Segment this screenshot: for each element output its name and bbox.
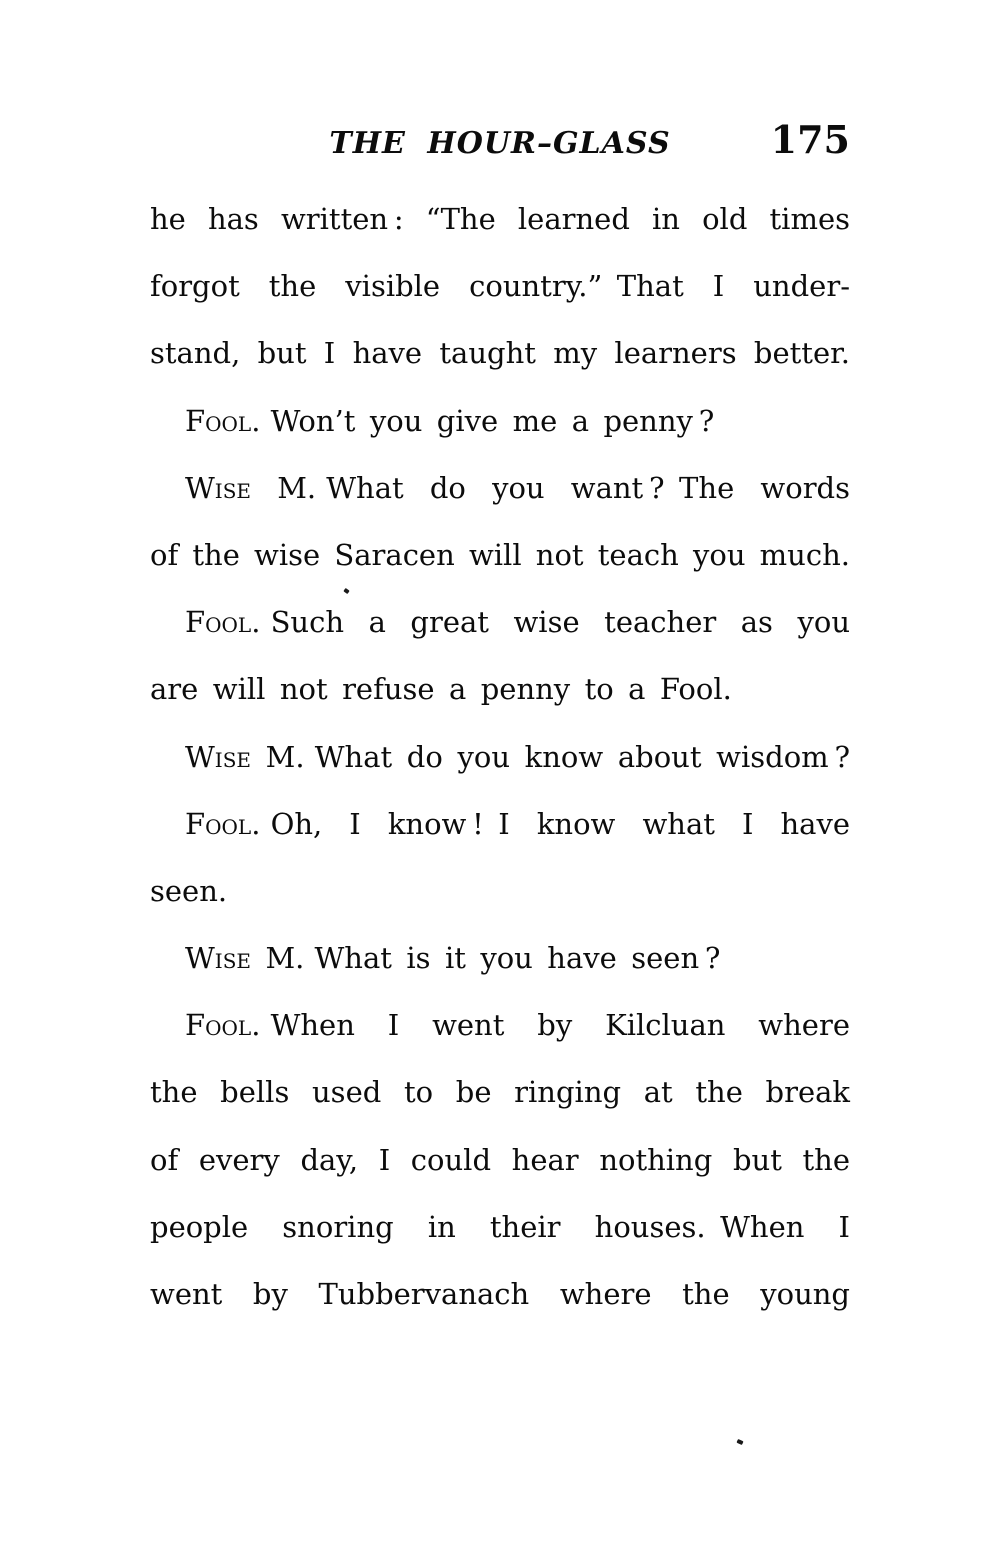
- speaker-name: Wise M.: [185, 739, 305, 774]
- speaker-name: Wise M.: [185, 941, 305, 976]
- text-line: of every day, I could hear nothing but the: [150, 1142, 850, 1177]
- text-line: of the wise Saracen will not teach you much.: [150, 537, 850, 572]
- text-line: Wise M. What is it you have seen ?: [185, 941, 721, 976]
- running-header-title: THE HOUR–GLASS: [329, 126, 671, 161]
- text-line: the bells used to be ringing at the break: [150, 1075, 850, 1110]
- text-line: Fool. Oh, I know ! I know what I have: [185, 806, 850, 841]
- text-line: Fool. Such a great wise teacher as you: [185, 605, 850, 640]
- text-line: stand, but I have taught my learners better.: [150, 336, 850, 371]
- speaker-name: Fool.: [185, 806, 261, 841]
- scan-speck: [736, 1439, 743, 1445]
- speaker-name: Fool.: [185, 605, 261, 640]
- text-line: Wise M. What do you want ? The words: [185, 470, 851, 505]
- text-line: Wise M. What do you know about wisdom ?: [185, 739, 850, 774]
- page-number: 175: [770, 117, 850, 162]
- text-line: he has written : “The learned in old times: [150, 202, 850, 236]
- speaker-name: Fool.: [185, 403, 261, 438]
- text-line: seen.: [150, 873, 228, 908]
- text-line: are will not refuse a penny to a Fool.: [150, 672, 732, 707]
- text-line: Fool. Won’t you give me a penny ?: [185, 403, 715, 438]
- page-body: [150, 186, 850, 1328]
- speaker-name: Wise M.: [185, 470, 317, 505]
- speaker-name: Fool.: [185, 1008, 261, 1043]
- text-line: forgot the visible country.” That I under-: [150, 269, 850, 304]
- text-line: Fool. When I went by Kilcluan where: [185, 1008, 850, 1043]
- text-line: people snoring in their houses. When I: [150, 1209, 850, 1244]
- text-line: went by Tubbervanach where the young: [150, 1277, 850, 1311]
